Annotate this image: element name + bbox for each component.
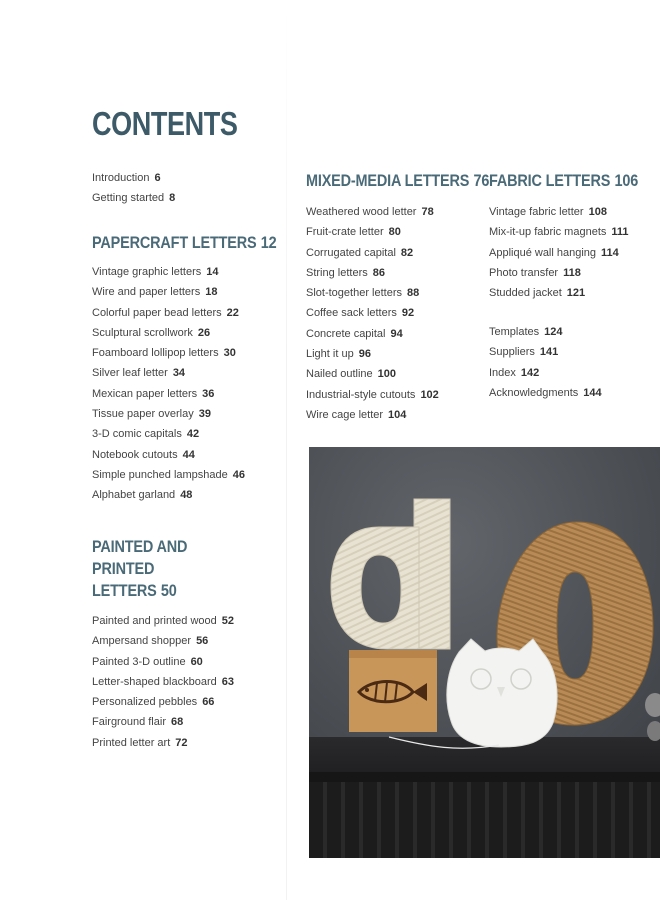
item-label: Weathered wood letter: [306, 206, 417, 218]
item-page: 26: [197, 326, 211, 339]
item-page: 86: [372, 266, 385, 279]
list-item: [92, 712, 262, 732]
item-label: Ampersand shopper: [92, 635, 192, 648]
item-label: 3-D comic capitals: [92, 428, 182, 441]
item-label: Vintage fabric letter: [489, 206, 584, 218]
section-heading-page: 106: [614, 171, 639, 190]
list-item: [92, 692, 262, 712]
item-label: Getting started: [92, 192, 165, 205]
list-item: [489, 202, 660, 222]
item-label: Introduction: [92, 172, 150, 184]
list-item: [306, 405, 522, 425]
item-label: Wire cage letter: [306, 408, 384, 421]
item-label: Fairground flair: [92, 716, 166, 729]
painted-section: [92, 536, 262, 753]
back-matter-section: [489, 322, 602, 403]
item-label: String letters: [306, 266, 368, 279]
item-page: 6: [154, 172, 161, 184]
item-label: Appliqué wall hanging: [489, 246, 597, 259]
list-item: [92, 404, 309, 424]
item-label: Coffee sack letters: [306, 307, 397, 320]
list-item: [489, 222, 660, 242]
item-page: 52: [221, 615, 235, 627]
item-page: 60: [190, 655, 203, 668]
back-matter-list: [489, 322, 602, 403]
list-item: [489, 342, 602, 362]
papercraft-section: [92, 232, 309, 506]
item-label: Painted 3-D outline: [92, 655, 186, 668]
item-page: 56: [196, 635, 209, 648]
item-page: 94: [390, 327, 403, 340]
list-item: [489, 243, 660, 263]
section-heading-label: PAINTED AND PRINTED LETTERS: [92, 537, 188, 600]
item-page: 8: [169, 192, 176, 205]
list-item: [306, 303, 522, 323]
item-label: Suppliers: [489, 346, 535, 359]
item-label: Slot-together letters: [306, 287, 402, 300]
item-page: 118: [563, 266, 581, 279]
list-item: [92, 168, 175, 188]
section-heading-label: MIXED-MEDIA LETTERS: [306, 171, 470, 190]
item-page: 121: [566, 287, 586, 300]
item-page: 14: [206, 266, 219, 278]
item-page: 66: [202, 696, 215, 709]
list-item: [92, 303, 309, 323]
list-item: [92, 485, 309, 505]
string-wrapped-letters-illustration: [309, 447, 660, 858]
partial-ornament: [645, 693, 660, 741]
item-label: Fruit-crate letter: [306, 226, 384, 239]
wooden-block: [349, 650, 437, 732]
item-page: 30: [223, 347, 236, 360]
item-page: 114: [601, 246, 619, 259]
list-item: [92, 262, 309, 282]
item-label: Templates: [489, 326, 540, 338]
item-page: 68: [170, 716, 184, 729]
item-page: 48: [180, 489, 193, 502]
item-label: Corrugated capital: [306, 246, 396, 259]
list-item: [92, 343, 309, 363]
item-label: Sculptural scrollwork: [92, 326, 193, 339]
section-heading-page: 50: [160, 581, 177, 600]
item-page: 104: [388, 408, 407, 421]
item-label: Photo transfer: [489, 266, 559, 279]
item-label: Vintage graphic letters: [92, 266, 202, 278]
papercraft-list: [92, 262, 309, 506]
letter-d-shape: [331, 499, 450, 649]
item-label: Acknowledgments: [489, 386, 579, 399]
item-page: 96: [358, 348, 371, 361]
item-label: Notebook cutouts: [92, 448, 178, 461]
list-item: [92, 363, 309, 383]
item-page: 100: [377, 368, 397, 381]
item-label: Printed letter art: [92, 736, 171, 749]
item-page: 141: [539, 346, 559, 359]
page-title: CONTENTS: [92, 105, 238, 142]
list-item: [92, 652, 262, 672]
item-label: Concrete capital: [306, 327, 386, 340]
item-label: Mix-it-up fabric magnets: [489, 226, 607, 239]
item-label: Painted and printed wood: [92, 615, 217, 627]
item-page: 111: [611, 226, 629, 239]
item-page: 18: [205, 286, 218, 299]
list-item: [92, 672, 262, 692]
item-label: Colorful paper bead letters: [92, 306, 222, 319]
list-item: [489, 363, 602, 383]
item-label: Light it up: [306, 348, 354, 361]
item-label: Simple punched lampshade: [92, 468, 228, 481]
item-label: Tissue paper overlay: [92, 408, 194, 421]
section-heading: [489, 170, 638, 192]
item-label: Foamboard lollipop letters: [92, 347, 219, 360]
list-item: [92, 733, 262, 753]
item-page: 72: [175, 736, 188, 749]
section-heading-page: 12: [260, 233, 277, 252]
decorative-letters-photo: [309, 447, 660, 858]
section-heading-label: PAPERCRAFT LETTERS: [92, 233, 257, 252]
list-item: [489, 322, 602, 342]
list-item: [92, 384, 309, 404]
item-page: 22: [226, 306, 239, 319]
item-label: Mexican paper letters: [92, 387, 198, 400]
ceramic-owl: [447, 639, 557, 747]
intro-list: [92, 168, 175, 209]
item-label: Personalized pebbles: [92, 696, 198, 709]
item-page: 92: [401, 307, 415, 320]
painted-list: [92, 611, 262, 753]
item-page: 34: [172, 367, 186, 380]
list-item: [489, 263, 660, 283]
item-page: 46: [232, 468, 246, 481]
item-page: 42: [186, 428, 200, 441]
list-item: [92, 424, 309, 444]
item-page: 108: [588, 206, 607, 218]
section-heading: [306, 170, 489, 192]
section-heading: [92, 536, 237, 602]
list-item: [92, 323, 309, 343]
item-label: Industrial-style cutouts: [306, 388, 416, 401]
list-item: [489, 383, 602, 403]
item-page: 102: [420, 388, 439, 401]
item-page: 82: [400, 246, 414, 259]
item-label: Letter-shaped blackboard: [92, 675, 217, 688]
list-item: [489, 283, 660, 303]
list-item: [92, 188, 175, 208]
fabric-section: [489, 170, 660, 303]
list-item: [92, 631, 262, 651]
item-page: 63: [221, 675, 234, 688]
item-page: 124: [544, 326, 563, 338]
list-item: [92, 611, 262, 631]
section-heading: [92, 232, 276, 254]
list-item: [92, 445, 309, 465]
item-page: 78: [421, 206, 434, 218]
item-page: 144: [583, 386, 602, 399]
item-label: Alphabet garland: [92, 489, 176, 502]
item-label: Wire and paper letters: [92, 286, 201, 299]
list-item: [92, 282, 309, 302]
fabric-list: [489, 202, 660, 303]
contents-column-left: [92, 168, 175, 209]
item-label: Studded jacket: [489, 287, 562, 300]
item-page: 44: [182, 448, 195, 461]
item-page: 39: [198, 408, 211, 421]
section-heading-page: 76: [473, 171, 490, 190]
item-label: Silver leaf letter: [92, 367, 168, 380]
section-heading-label: FABRIC LETTERS: [489, 171, 611, 190]
item-label: Index: [489, 366, 516, 379]
item-page: 36: [202, 387, 215, 400]
item-label: Nailed outline: [306, 368, 373, 381]
item-page: 142: [520, 366, 540, 379]
item-page: 80: [388, 226, 401, 239]
item-page: 88: [407, 287, 420, 300]
list-item: [92, 465, 309, 485]
